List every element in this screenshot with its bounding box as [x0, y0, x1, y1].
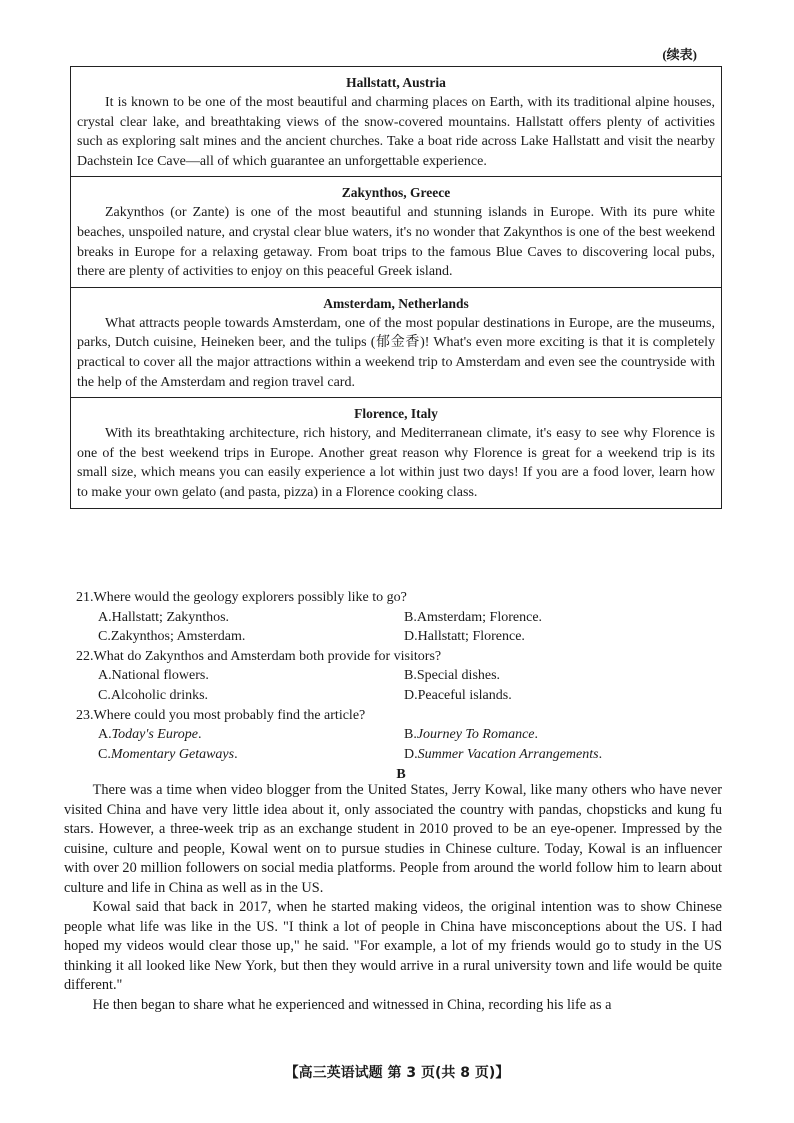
option-letter: D. [404, 687, 418, 703]
destinations-table [70, 66, 722, 509]
option-a[interactable] [98, 666, 404, 686]
question-23 [76, 706, 726, 765]
option-letter: A. [98, 727, 112, 743]
option-row [76, 627, 726, 647]
option-period: . [234, 746, 238, 762]
destination-description: Zakynthos (or Zante) is one of the most beautiful and stunning islands in Europe. With its pure white beaches, unspoiled nature, and crystal clear blue waters, it's no wonder that Zakynthos is one of the best weekend breaks in Europe for a relaxing getaway. From boat trips to the famous Blue Caves to discovering local pubs, there are plenty of activities to enjoy on this peaceful Greek island. [77, 205, 715, 280]
passage-b [64, 781, 722, 1015]
destination-title: Amsterdam, Netherlands [323, 295, 469, 311]
destination-title: Hallstatt, Austria [346, 75, 446, 90]
option-period: . [197, 727, 202, 743]
option-text: Today's Europe [111, 727, 198, 743]
destination-title: Florence, Italy [354, 406, 438, 422]
option-d[interactable] [404, 627, 710, 647]
option-letter: D. [404, 746, 418, 762]
option-row [76, 608, 726, 628]
destination-cell-florence [71, 398, 721, 507]
option-period: . [598, 746, 603, 762]
question-22 [76, 647, 726, 706]
option-period: . [534, 727, 539, 743]
destination-cell-zakynthos [71, 177, 721, 287]
option-row [76, 666, 726, 686]
option-text: Special dishes. [416, 668, 501, 684]
option-row [76, 725, 726, 745]
question-21 [76, 588, 726, 647]
option-text: Journey To Romance [416, 727, 535, 743]
option-row [76, 686, 726, 706]
section-heading-b: B [396, 767, 406, 783]
option-letter: B. [404, 609, 417, 625]
continued-table-label: (续表) [662, 47, 697, 62]
option-b[interactable] [404, 608, 710, 628]
option-text: Hallstatt; Florence. [417, 629, 525, 645]
option-letter: A. [98, 609, 112, 625]
option-text: Amsterdam; Florence. [416, 609, 543, 625]
option-letter: C. [98, 629, 111, 645]
option-d[interactable] [404, 745, 710, 765]
option-row [76, 745, 726, 765]
question-stem: 23.Where could you most probably find the article? [76, 707, 366, 723]
option-letter: B. [404, 727, 417, 743]
option-text: Summer Vacation Arrangements [417, 746, 599, 762]
option-c[interactable] [98, 686, 404, 706]
option-letter: B. [404, 668, 417, 684]
option-letter: D. [404, 629, 418, 645]
option-b[interactable] [404, 725, 710, 745]
option-text: Peaceful islands. [417, 687, 512, 703]
option-a[interactable] [98, 608, 404, 628]
option-letter: C. [98, 746, 111, 762]
option-text: National flowers. [111, 668, 209, 684]
page-footer: 【高三英语试题 第 3 页(共 8 页)】 [284, 1065, 510, 1081]
option-text: Zakynthos; Amsterdam. [110, 629, 246, 645]
destination-cell-amsterdam [71, 288, 721, 398]
question-stem: 22.What do Zakynthos and Amsterdam both provide for visitors? [76, 648, 442, 664]
passage-paragraph: There was a time when video blogger from the United States, Jerry Kowal, like many others who have never visited China and have very little idea about it, only associated the country with pandas, chopsticks and kung fu stars. However, a three-week trip as an exchange student in 2010 proved to be an eye-opener. Impressed by the cuisine, culture and people, Kowal went on to pursue studies in Chinese culture. Today, Kowal is an influencer with over 20 million followers on social media platforms. People from around the world follow him to learn about culture and life in China as well as in the US. [64, 782, 722, 896]
destination-cell-hallstatt [71, 67, 721, 177]
option-text: Hallstatt; Zakynthos. [111, 609, 230, 625]
option-text: Alcoholic drinks. [110, 687, 209, 703]
destination-title: Zakynthos, Greece [341, 185, 451, 201]
option-a[interactable] [98, 725, 404, 745]
option-letter: C. [98, 687, 111, 703]
option-b[interactable] [404, 666, 710, 686]
destination-description: It is known to be one of the most beautiful and charming places on Earth, with its traditional alpine houses, crystal clear lake, and breathtaking views of the snow-covered mountains. Hallstatt offers plenty of activities such as exploring salt mines and the ancient churches. Take a boat ride across Lake Hallstatt and visit the nearby Dachstein Ice Cave—all of which guarantee an unforgettable experience. [77, 95, 715, 169]
option-letter: A. [98, 668, 112, 684]
option-c[interactable] [98, 627, 404, 647]
passage-paragraph: He then began to share what he experienced and witnessed in China, recording his life as a [92, 996, 612, 1013]
destination-description: With its breathtaking architecture, rich history, and Mediterranean climate, it's easy to see why Florence is one of the best weekend trips in Europe. Another great reason why Florence is great for a weekend trip is its small size, which means you can easily experience a lot within just two days! If you are a food lover, learn how to make your own gelato (and pasta, pizza) in a Florence cooking class. [77, 426, 715, 500]
option-c[interactable] [98, 745, 404, 765]
destination-description: What attracts people towards Amsterdam, one of the most popular destinations in Europe, are the museums, parks, Dutch cuisine, Heineken beer, and the tulips (郁金香)! What's even more exciting is that it is completely practical to cover all the major attractions within a weekend trip to Amsterdam and even see the countryside with the help of the Amsterdam and region travel card. [77, 315, 715, 390]
option-text: Momentary Getaways [110, 746, 235, 762]
passage-paragraph: Kowal said that back in 2017, when he started making videos, the original intention was to show Chinese people what life was like in the US. "I think a lot of people in China have misconceptions about the US. I had hoped my videos would clear those up," he said. "For example, a lot of my friends would go to study in the US thinking it all looked like New York, but then they would arrive in a rural university town and life would be quite different." [64, 899, 722, 993]
question-block [76, 588, 726, 784]
question-stem: 21.Where would the geology explorers possibly like to go? [76, 590, 407, 605]
option-d[interactable] [404, 686, 710, 706]
